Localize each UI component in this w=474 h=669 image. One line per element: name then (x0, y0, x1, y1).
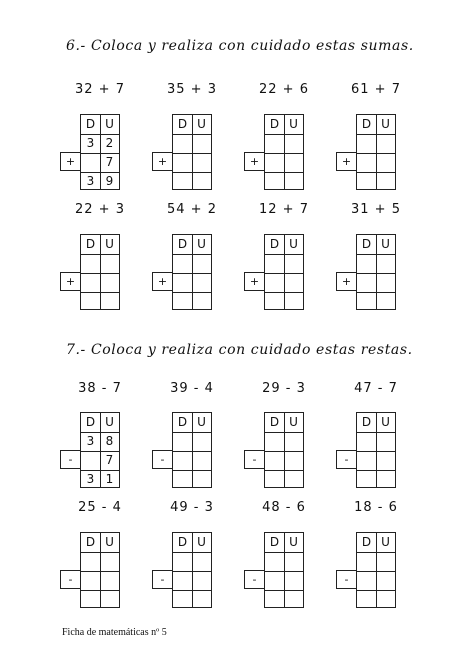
grid-box (172, 532, 212, 608)
digit-cell[interactable] (173, 432, 192, 451)
grid-box (264, 234, 304, 310)
column-header: D (269, 415, 280, 429)
grid-box (356, 412, 396, 488)
operator-box: + (60, 152, 80, 171)
column-grid (336, 412, 416, 488)
digit-cell[interactable] (173, 590, 192, 609)
digit-cell[interactable] (100, 571, 119, 590)
digit-cell[interactable] (192, 172, 211, 191)
digit-cell[interactable] (192, 153, 211, 172)
column-header: U (105, 415, 114, 429)
digit-cell[interactable] (173, 172, 192, 191)
digit-cell[interactable] (100, 590, 119, 609)
digit-cell[interactable] (265, 571, 284, 590)
digit-cell[interactable] (192, 470, 211, 489)
column-header: U (105, 117, 114, 131)
column-header: D (269, 237, 280, 251)
grid-box (356, 114, 396, 190)
column-header: D (177, 415, 188, 429)
column-header: D (361, 117, 372, 131)
column-header: U (197, 117, 206, 131)
digit-cell[interactable] (173, 571, 192, 590)
digit-cell[interactable] (357, 134, 376, 153)
digit-cell[interactable] (376, 254, 395, 273)
digit-cell[interactable] (376, 590, 395, 609)
problem-label: 22 + 3 (75, 202, 125, 217)
column-grid (336, 114, 416, 190)
digit-cell[interactable] (284, 451, 303, 470)
operator-box: + (336, 152, 356, 171)
digit-cell[interactable] (173, 134, 192, 153)
column-header: U (289, 117, 298, 131)
digit-cell[interactable] (173, 552, 192, 571)
problem-label: 61 + 7 (351, 82, 401, 97)
grid-box (264, 412, 304, 488)
digit-cell[interactable] (265, 292, 284, 311)
problem-label: 29 - 3 (262, 381, 306, 396)
digit-cell[interactable]: 2 (105, 136, 114, 150)
digit-cell[interactable] (81, 451, 100, 470)
column-grid (60, 532, 140, 608)
column-header: D (85, 237, 96, 251)
problem-label: 25 - 4 (78, 500, 122, 515)
grid-box (356, 234, 396, 310)
digit-cell[interactable]: 3 (86, 434, 95, 448)
problem-label: 38 - 7 (78, 381, 122, 396)
digit-cell[interactable] (192, 273, 211, 292)
problem-label: 31 + 5 (351, 202, 401, 217)
problem-label: 49 - 3 (170, 500, 214, 515)
digit-cell[interactable] (173, 153, 192, 172)
column-grid (244, 234, 324, 310)
digit-cell[interactable] (357, 590, 376, 609)
operator-box: - (336, 450, 356, 469)
digit-cell[interactable] (284, 552, 303, 571)
problem-label: 18 - 6 (354, 500, 398, 515)
column-header: U (381, 117, 390, 131)
digit-cell[interactable] (357, 470, 376, 489)
column-header: D (85, 535, 96, 549)
digit-cell[interactable] (284, 172, 303, 191)
digit-cell[interactable] (284, 153, 303, 172)
digit-cell[interactable] (284, 254, 303, 273)
digit-cell[interactable] (192, 552, 211, 571)
digit-cell[interactable] (284, 273, 303, 292)
digit-cell[interactable] (265, 432, 284, 451)
column-header: D (269, 535, 280, 549)
column-header: D (269, 117, 280, 131)
digit-cell[interactable] (284, 134, 303, 153)
digit-cell[interactable] (376, 571, 395, 590)
digit-cell[interactable] (192, 292, 211, 311)
digit-cell[interactable] (81, 590, 100, 609)
digit-cell[interactable] (376, 153, 395, 172)
operator-box: + (152, 152, 172, 171)
grid-box (80, 234, 120, 310)
grid-box (264, 532, 304, 608)
digit-cell[interactable]: 7 (105, 155, 114, 169)
digit-cell[interactable] (192, 254, 211, 273)
problem-label: 12 + 7 (259, 202, 309, 217)
column-grid (152, 532, 232, 608)
digit-cell[interactable] (173, 292, 192, 311)
digit-cell[interactable] (173, 451, 192, 470)
grid-box (80, 114, 120, 190)
grid-box (172, 114, 212, 190)
column-header: D (85, 415, 96, 429)
column-header: U (289, 237, 298, 251)
column-grid (244, 114, 324, 190)
operator-box: + (244, 272, 264, 291)
digit-cell[interactable] (265, 153, 284, 172)
column-header: U (289, 535, 298, 549)
digit-cell[interactable] (100, 254, 119, 273)
problem-label: 54 + 2 (167, 202, 217, 217)
column-header: U (197, 535, 206, 549)
digit-cell[interactable] (192, 451, 211, 470)
problem-label: 35 + 3 (167, 82, 217, 97)
problem-label: 39 - 4 (170, 381, 214, 396)
digit-cell[interactable] (376, 172, 395, 191)
column-header: U (105, 237, 114, 251)
problem-label: 32 + 7 (75, 82, 125, 97)
digit-cell[interactable] (357, 571, 376, 590)
grid-box (264, 114, 304, 190)
digit-cell[interactable] (357, 552, 376, 571)
restas-title: 7.- Coloca y realiza con cuidado estas restas. (66, 342, 413, 358)
digit-cell[interactable] (265, 254, 284, 273)
digit-cell[interactable] (173, 254, 192, 273)
digit-cell[interactable] (357, 432, 376, 451)
column-header: D (361, 415, 372, 429)
digit-cell[interactable] (100, 273, 119, 292)
digit-cell[interactable] (81, 254, 100, 273)
digit-cell[interactable]: 3 (86, 136, 95, 150)
operator-box: + (60, 272, 80, 291)
column-header: U (381, 535, 390, 549)
column-header: D (361, 237, 372, 251)
digit-cell[interactable] (100, 292, 119, 311)
digit-cell[interactable] (81, 273, 100, 292)
digit-cell[interactable] (376, 432, 395, 451)
digit-cell[interactable] (284, 571, 303, 590)
digit-cell[interactable] (284, 470, 303, 489)
digit-cell[interactable] (192, 432, 211, 451)
operator-box: - (60, 450, 80, 469)
digit-cell[interactable] (284, 292, 303, 311)
column-grid (152, 234, 232, 310)
digit-cell[interactable] (357, 254, 376, 273)
operator-box: - (244, 450, 264, 469)
operator-box: + (152, 272, 172, 291)
digit-cell[interactable] (265, 273, 284, 292)
column-grid (244, 412, 324, 488)
digit-cell[interactable]: 3 (86, 174, 95, 188)
digit-cell[interactable] (357, 292, 376, 311)
operator-box: + (244, 152, 264, 171)
digit-cell[interactable] (376, 470, 395, 489)
column-grid (60, 114, 140, 190)
operator-box: - (152, 450, 172, 469)
digit-cell[interactable] (376, 273, 395, 292)
digit-cell[interactable]: 7 (105, 453, 114, 467)
grid-box (80, 532, 120, 608)
digit-cell[interactable] (357, 451, 376, 470)
column-grid (60, 234, 140, 310)
digit-cell[interactable] (192, 134, 211, 153)
column-grid (60, 412, 140, 488)
digit-cell[interactable] (173, 470, 192, 489)
operator-box: - (336, 570, 356, 589)
operator-box: - (152, 570, 172, 589)
column-grid (152, 114, 232, 190)
grid-box (80, 412, 120, 488)
page-footer: Ficha de matemáticas nº 5 (62, 627, 167, 638)
digit-cell[interactable] (81, 571, 100, 590)
digit-cell[interactable] (81, 153, 100, 172)
column-grid (244, 532, 324, 608)
column-header: U (381, 237, 390, 251)
grid-box (172, 412, 212, 488)
digit-cell[interactable] (376, 552, 395, 571)
digit-cell[interactable] (376, 134, 395, 153)
sumas-title: 6.- Coloca y realiza con cuidado estas sumas. (66, 38, 414, 54)
digit-cell[interactable] (265, 552, 284, 571)
digit-cell[interactable] (376, 451, 395, 470)
digit-cell[interactable] (265, 451, 284, 470)
column-header: D (85, 117, 96, 131)
column-grid (152, 412, 232, 488)
column-header: U (197, 415, 206, 429)
column-header: U (289, 415, 298, 429)
operator-box: - (60, 570, 80, 589)
problem-label: 48 - 6 (262, 500, 306, 515)
column-header: D (361, 535, 372, 549)
digit-cell[interactable] (357, 153, 376, 172)
digit-cell[interactable]: 1 (105, 472, 114, 486)
digit-cell[interactable]: 8 (105, 434, 114, 448)
digit-cell[interactable]: 3 (86, 472, 95, 486)
digit-cell[interactable] (81, 292, 100, 311)
column-header: U (105, 535, 114, 549)
column-header: D (177, 237, 188, 251)
digit-cell[interactable] (173, 273, 192, 292)
digit-cell[interactable] (284, 590, 303, 609)
digit-cell[interactable] (100, 552, 119, 571)
digit-cell[interactable]: 9 (105, 174, 114, 188)
grid-box (356, 532, 396, 608)
grid-box (172, 234, 212, 310)
column-grid (336, 234, 416, 310)
column-header: D (177, 117, 188, 131)
digit-cell[interactable] (192, 590, 211, 609)
digit-cell[interactable] (284, 432, 303, 451)
column-grid (336, 532, 416, 608)
operator-box: - (244, 570, 264, 589)
operator-box: + (336, 272, 356, 291)
digit-cell[interactable] (265, 172, 284, 191)
digit-cell[interactable] (265, 470, 284, 489)
digit-cell[interactable] (357, 172, 376, 191)
problem-label: 47 - 7 (354, 381, 398, 396)
column-header: D (177, 535, 188, 549)
digit-cell[interactable] (265, 590, 284, 609)
digit-cell[interactable] (357, 273, 376, 292)
digit-cell[interactable] (81, 552, 100, 571)
problem-label: 22 + 6 (259, 82, 309, 97)
digit-cell[interactable] (192, 571, 211, 590)
column-header: U (381, 415, 390, 429)
digit-cell[interactable] (265, 134, 284, 153)
digit-cell[interactable] (376, 292, 395, 311)
column-header: U (197, 237, 206, 251)
